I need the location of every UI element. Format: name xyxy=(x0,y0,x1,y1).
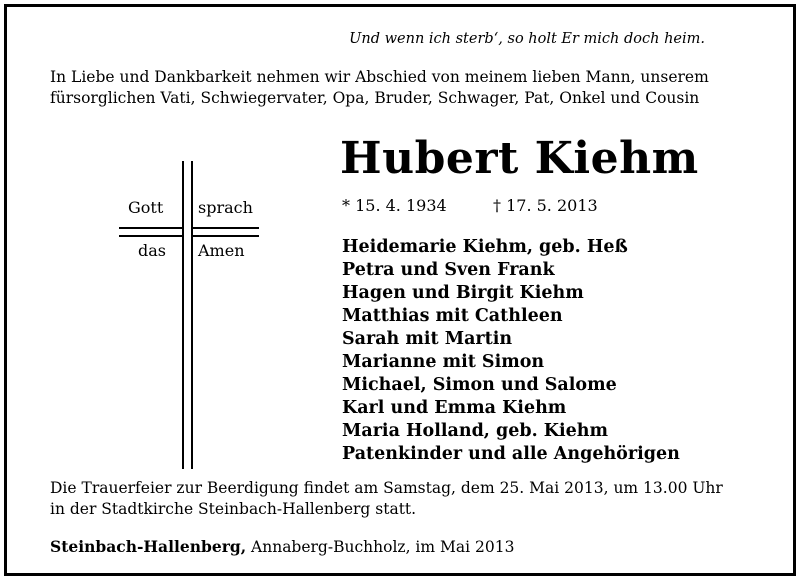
intro-line-2: fürsorglichen Vati, Schwiegervater, Opa, Bruder, Schwager, Pat, Onkel und Cousin xyxy=(50,89,700,107)
mourners-list xyxy=(342,236,680,466)
cross-icon xyxy=(182,161,193,469)
cross-word-das: das xyxy=(138,241,166,260)
signoff xyxy=(50,537,514,556)
mourner-item: Matthias mit Cathleen xyxy=(342,306,563,326)
cross-word-sprach: sprach xyxy=(198,198,253,217)
deceased-name: Hubert Kiehm xyxy=(340,133,699,184)
mourner-item: Hagen und Birgit Kiehm xyxy=(342,283,584,303)
mourner-item: Michael, Simon und Salome xyxy=(342,375,617,395)
birth-date: * 15. 4. 1934 xyxy=(342,196,447,215)
obituary-notice xyxy=(4,4,796,576)
life-dates xyxy=(342,196,598,215)
service-line-2: in der Stadtkirche Steinbach-Hallenberg statt. xyxy=(50,500,417,518)
service-line-1: Die Trauerfeier zur Beerdigung findet am Samstag, dem 25. Mai 2013, um 13.00 Uhr xyxy=(50,479,723,497)
epigraph: Und wenn ich sterb‘, so holt Er mich doch heim. xyxy=(349,31,705,47)
cross-word-gott: Gott xyxy=(128,198,164,217)
intro-line-1: In Liebe und Dankbarkeit nehmen wir Abschied von meinem lieben Mann, unserem xyxy=(50,68,709,86)
mourner-item: Patenkinder und alle Angehörigen xyxy=(342,444,680,464)
signoff-place-date: Annaberg-Buchholz, im Mai 2013 xyxy=(251,538,515,556)
signoff-place-primary: Steinbach-Hallenberg, xyxy=(50,537,247,556)
cross-intersection xyxy=(184,227,191,237)
mourner-item: Maria Holland, geb. Kiehm xyxy=(342,421,609,441)
death-date: † 17. 5. 2013 xyxy=(493,196,598,215)
mourner-item: Karl und Emma Kiehm xyxy=(342,398,567,418)
cross-word-amen: Amen xyxy=(198,241,245,260)
mourner-item: Heidemarie Kiehm, geb. Heß xyxy=(342,237,628,257)
mourner-item: Sarah mit Martin xyxy=(342,329,513,349)
mourner-item: Petra und Sven Frank xyxy=(342,260,555,280)
mourner-item: Marianne mit Simon xyxy=(342,352,545,372)
intro-text xyxy=(50,67,709,109)
service-announcement xyxy=(50,478,723,520)
